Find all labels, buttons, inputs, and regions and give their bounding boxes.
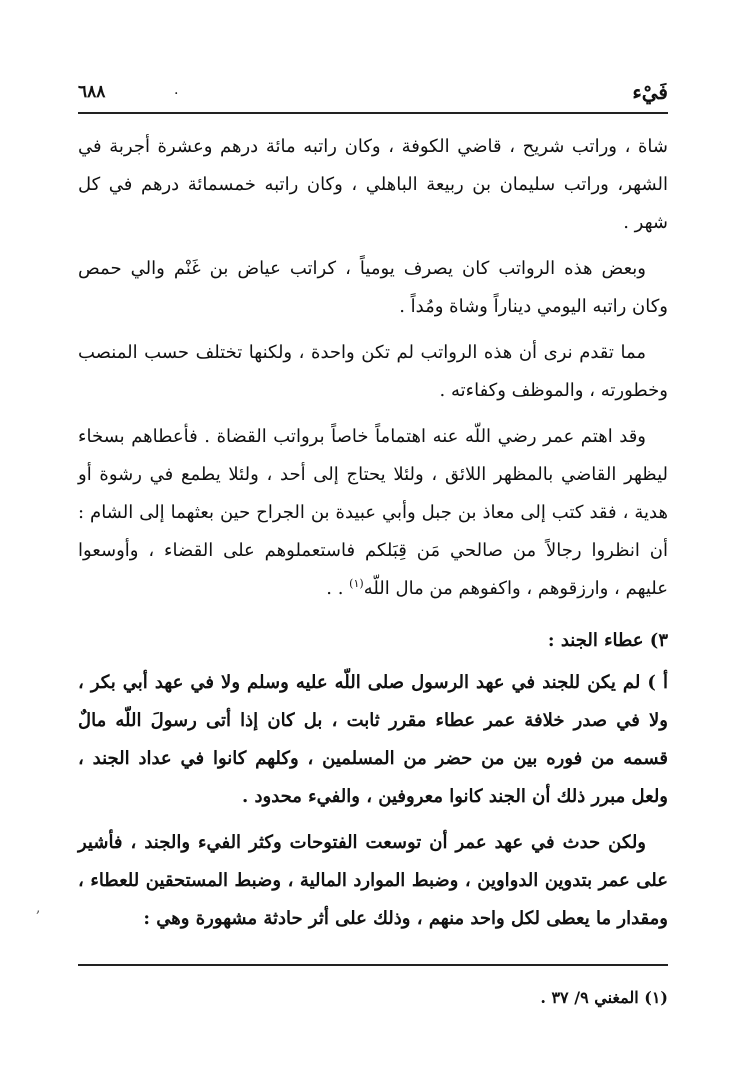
footnote-rule bbox=[78, 964, 668, 966]
section-heading: ٣) عطاء الجند : bbox=[547, 630, 668, 651]
header-rule bbox=[78, 112, 668, 114]
header-separator-dot: . bbox=[174, 82, 179, 98]
footnote-reference: (١) bbox=[349, 577, 364, 590]
paragraph-3: مما تقدم نرى أن هذه الرواتب لم تكن واحدة ، ولكنها تختلف حسب المنصب وخطورته ، والموظف وكفاءته . bbox=[78, 342, 668, 401]
paragraph-4-text: وقد اهتم عمر رضي اللّه عنه اهتماماً خاصاً برواتب القضاة . فأعطاهم بسخاء ليظهر القاضي بالمظهر اللائق ، ولئلا يحتاج إلى أحد ، ولئلا يطمع في رشوة أو هدية ، فقد كتب إلى معاذ بن جبل وأبي عبيدة بن الجراح حين بعثهما إلى الشام : أن انظروا رجالاً من صالحي مَن قِبَلكم فاستعملوهم على القضاء ، وأوسعوا عليهم ، وارزقوهم ، واكفوهم من مال اللّه bbox=[78, 426, 668, 599]
paragraph-1: شاة ، وراتب شريح ، قاضي الكوفة ، وكان راتبه مائة درهم وعشرة أجربة في الشهر، وراتب سليمان بن ربيعة الباهلي ، وكان راتبه خمسمائة درهم في كل شهر . bbox=[78, 136, 668, 233]
section-paragraph-2: ولكن حدث في عهد عمر أن توسعت الفتوحات وكثر الفيء والجند ، فأشير على عمر بتدوين الدواوين ، وضبط الموارد المالية ، وضبط المستحقين للعطاء ، ومقدار ما يعطى لكل واحد منهم ، وذلك على أثر حادثة مشهورة وهي : bbox=[78, 832, 668, 929]
paragraph-4 bbox=[78, 418, 668, 608]
margin-mark: , bbox=[36, 900, 41, 916]
body-text bbox=[78, 128, 668, 946]
paragraph-4-tail: . . bbox=[326, 578, 350, 599]
paragraph-2: وبعض هذه الرواتب كان يصرف يومياً ، كراتب عياض بن غَنْم والي حمص وكان راتبه اليومي ديناراً وشاة ومُداً . bbox=[78, 258, 668, 317]
running-head: فَيْء bbox=[632, 80, 668, 104]
page-header bbox=[78, 82, 668, 108]
section-paragraph-1: أ ) لم يكن للجند في عهد الرسول صلى اللّه عليه وسلم ولا في عهد أبي بكر ، ولا في صدر خلافة عمر عطاء مقرر ثابت ، بل كان إذا أتى رسولَ اللّه مالٌ قسمه من فوره بين من حضر من المسلمين ، وكلهم كانوا في عداد الجند ، ولعل مبرر ذلك أن الجند كانوا معروفين ، والفيء محدود . bbox=[78, 672, 668, 807]
footnote: (١) المغني ٩/ ٣٧ . bbox=[540, 988, 668, 1007]
page-number: ٦٨٨ bbox=[78, 82, 106, 102]
